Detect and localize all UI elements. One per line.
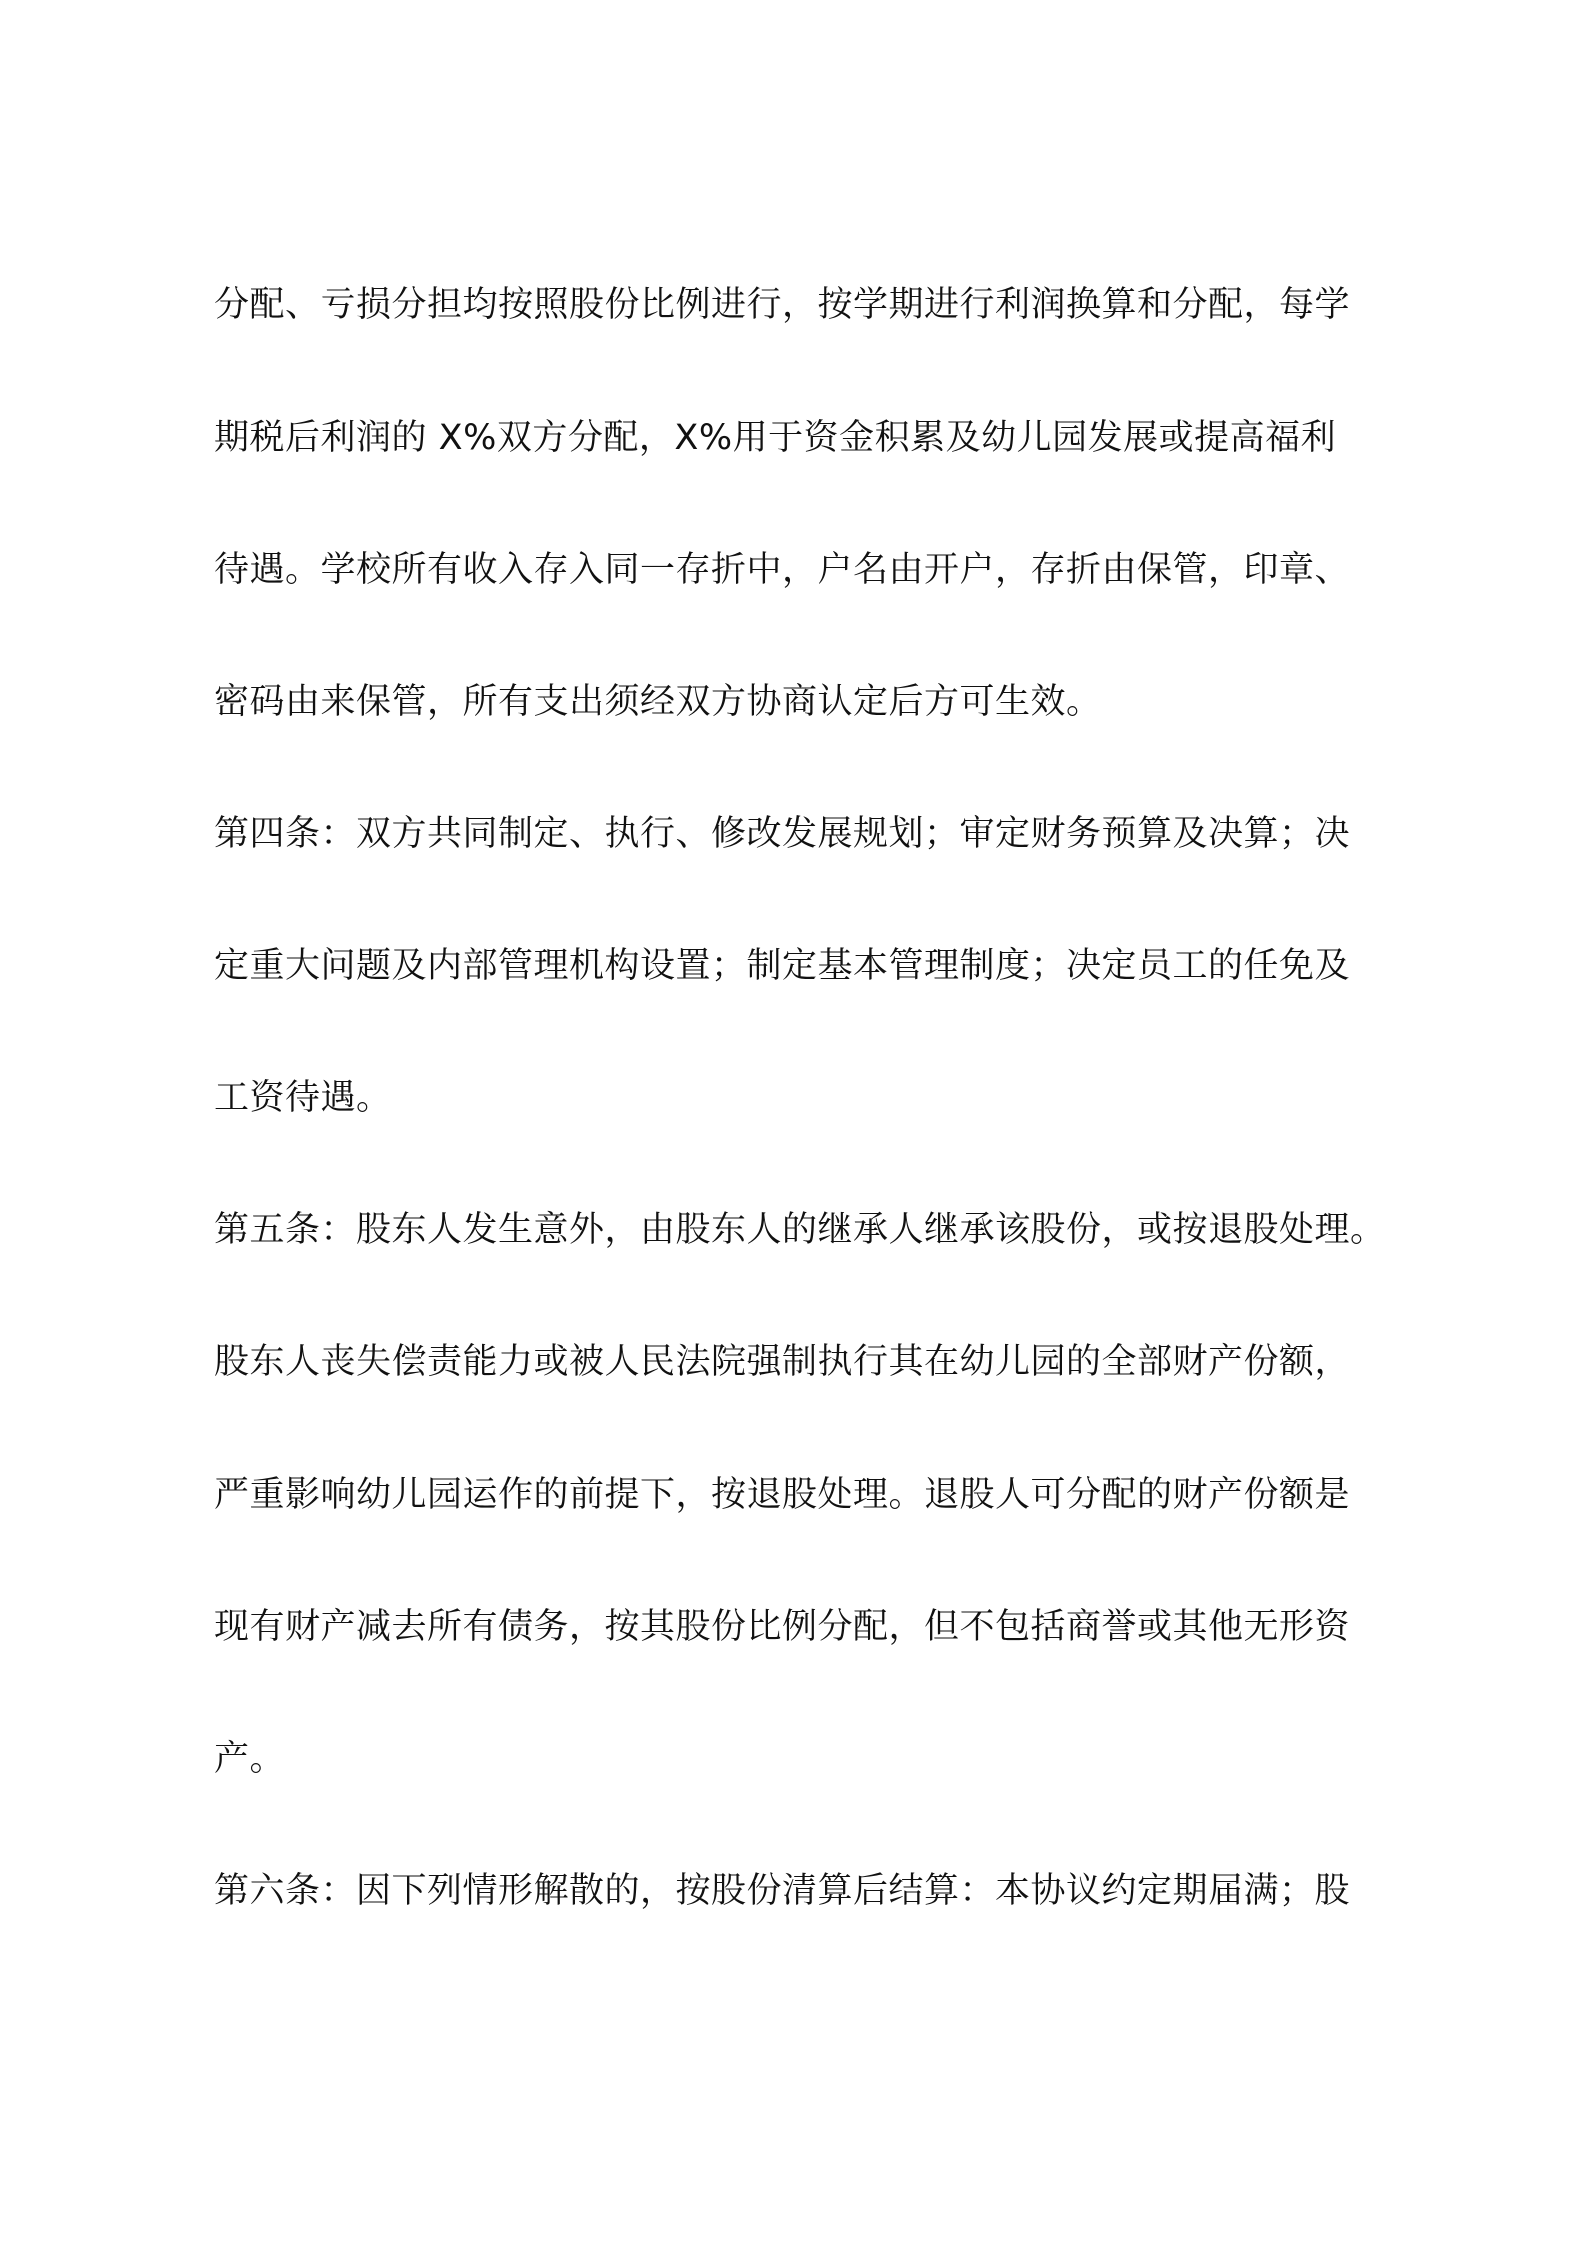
text-line: 现有财产减去所有债务，按其股份比例分配，但不包括商誉或其他无形资 [214, 1607, 1351, 1647]
text-line: 严重影响幼儿园运作的前提下，按退股处理。退股人可分配的财产份额是 [214, 1475, 1351, 1515]
text-line: 期税后利润的 X%双方分配，X%用于资金积累及幼儿园发展或提高福利 [214, 418, 1337, 458]
text-line: 产。 [214, 1739, 286, 1779]
text-line: 股东人丧失偿责能力或被人民法院强制执行其在幼儿园的全部财产份额， [214, 1342, 1351, 1382]
text-line: 分配、亏损分担均按照股份比例进行，按学期进行利润换算和分配，每学 [214, 285, 1351, 325]
article-4-line: 第四条：双方共同制定、执行、修改发展规划；审定财务预算及决算；决 [214, 814, 1351, 854]
text-line: 待遇。学校所有收入存入同一存折中，户名由开户，存折由保管，印章、 [214, 550, 1351, 590]
article-6-line: 第六条：因下列情形解散的，按股份清算后结算：本协议约定期届满；股 [214, 1871, 1351, 1911]
text-line: 密码由来保管，所有支出须经双方协商认定后方可生效。 [214, 682, 1102, 722]
text-line: 工资待遇。 [214, 1078, 392, 1118]
text-line: 定重大问题及内部管理机构设置；制定基本管理制度；决定员工的任免及 [214, 946, 1351, 986]
article-5-line: 第五条：股东人发生意外，由股东人的继承人继承该股份，或按退股处理。 [214, 1210, 1386, 1250]
